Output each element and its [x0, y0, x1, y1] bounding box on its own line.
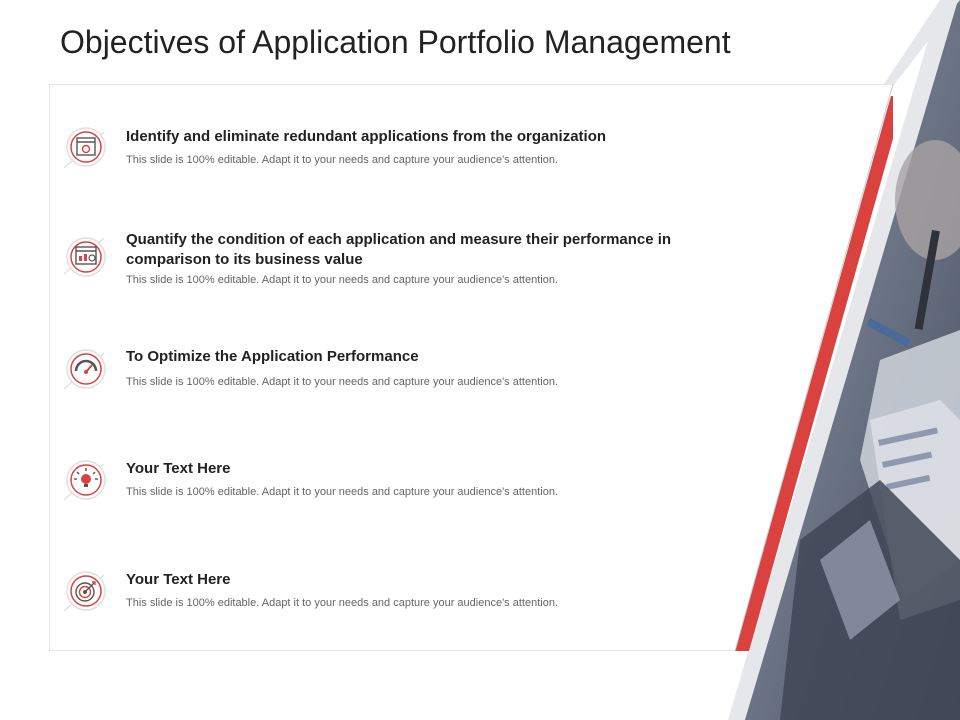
- lightbulb-icon: [60, 456, 112, 508]
- target-icon: [60, 567, 112, 619]
- objective-item-2: [60, 230, 700, 290]
- objective-description: This slide is 100% editable. Adapt it to your needs and capture your audience's attention.: [126, 154, 558, 166]
- page-title: Objectives of Application Portfolio Management: [60, 24, 731, 60]
- objective-description: This slide is 100% editable. Adapt it to your needs and capture your audience's attention.: [126, 486, 558, 498]
- objective-heading: Your Text Here: [126, 460, 231, 477]
- objective-item-5: [60, 567, 700, 627]
- objective-heading: Quantify the condition of each application and measure their performance in comparison to its business value: [126, 231, 672, 268]
- objective-description: This slide is 100% editable. Adapt it to your needs and capture your audience's attention.: [126, 274, 558, 286]
- objective-heading: Your Text Here: [126, 571, 231, 588]
- objective-description: This slide is 100% editable. Adapt it to your needs and capture your audience's attention.: [126, 376, 558, 388]
- browser-settings-icon: [60, 124, 112, 176]
- speedometer-icon: [60, 345, 112, 397]
- objective-item-1: [60, 124, 700, 184]
- objective-heading: Identify and eliminate redundant applications from the organization: [126, 128, 607, 145]
- analytics-window-icon: [60, 230, 112, 282]
- objective-description: This slide is 100% editable. Adapt it to your needs and capture your audience's attention.: [126, 597, 558, 609]
- objective-item-4: [60, 456, 700, 516]
- objective-heading: To Optimize the Application Performance: [126, 348, 419, 365]
- objective-item-3: [60, 345, 700, 405]
